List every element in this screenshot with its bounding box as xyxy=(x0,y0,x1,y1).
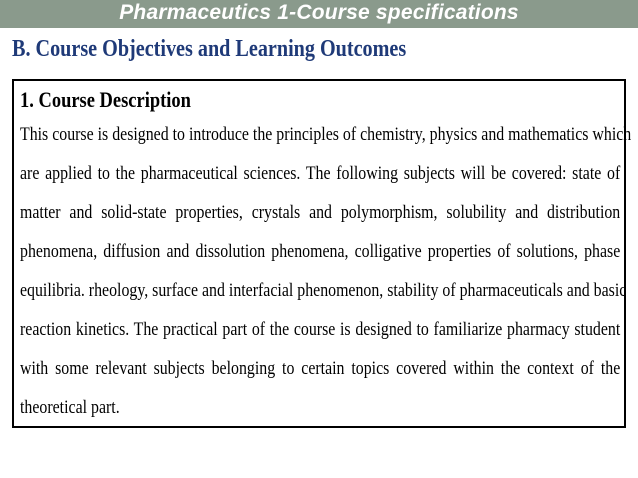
banner-title: Pharmaceutics 1-Course specifications xyxy=(119,1,519,24)
description-line-1: This course is designed to introduce the principles of chemistry, physics and mathematics which xyxy=(20,124,632,145)
course-description-box xyxy=(12,79,632,428)
description-line-5: equilibria. rheology, surface and interfacial phenomenon, stability of pharmaceuticals and basic xyxy=(20,280,627,301)
section-heading: B. Course Objectives and Learning Outcomes xyxy=(12,36,407,62)
description-line-3: matter and solid-state properties, crystals and polymorphism, solubility and distribution xyxy=(20,202,621,223)
description-line-4: phenomena, diffusion and dissolution phenomena, colligative properties of solutions, phase xyxy=(20,241,621,262)
description-line-7: with some relevant subjects belonging to certain topics covered within the context of the xyxy=(20,358,621,379)
description-line-6: reaction kinetics. The practical part of the course is designed to familiarize pharmacy student xyxy=(20,319,621,340)
title-banner xyxy=(0,0,638,28)
description-line-2: are applied to the pharmaceutical sciences. The following subjects will be covered: state of xyxy=(20,163,621,184)
description-line-8: theoretical part. xyxy=(20,397,120,418)
course-description-title: 1. Course Description xyxy=(20,87,191,112)
